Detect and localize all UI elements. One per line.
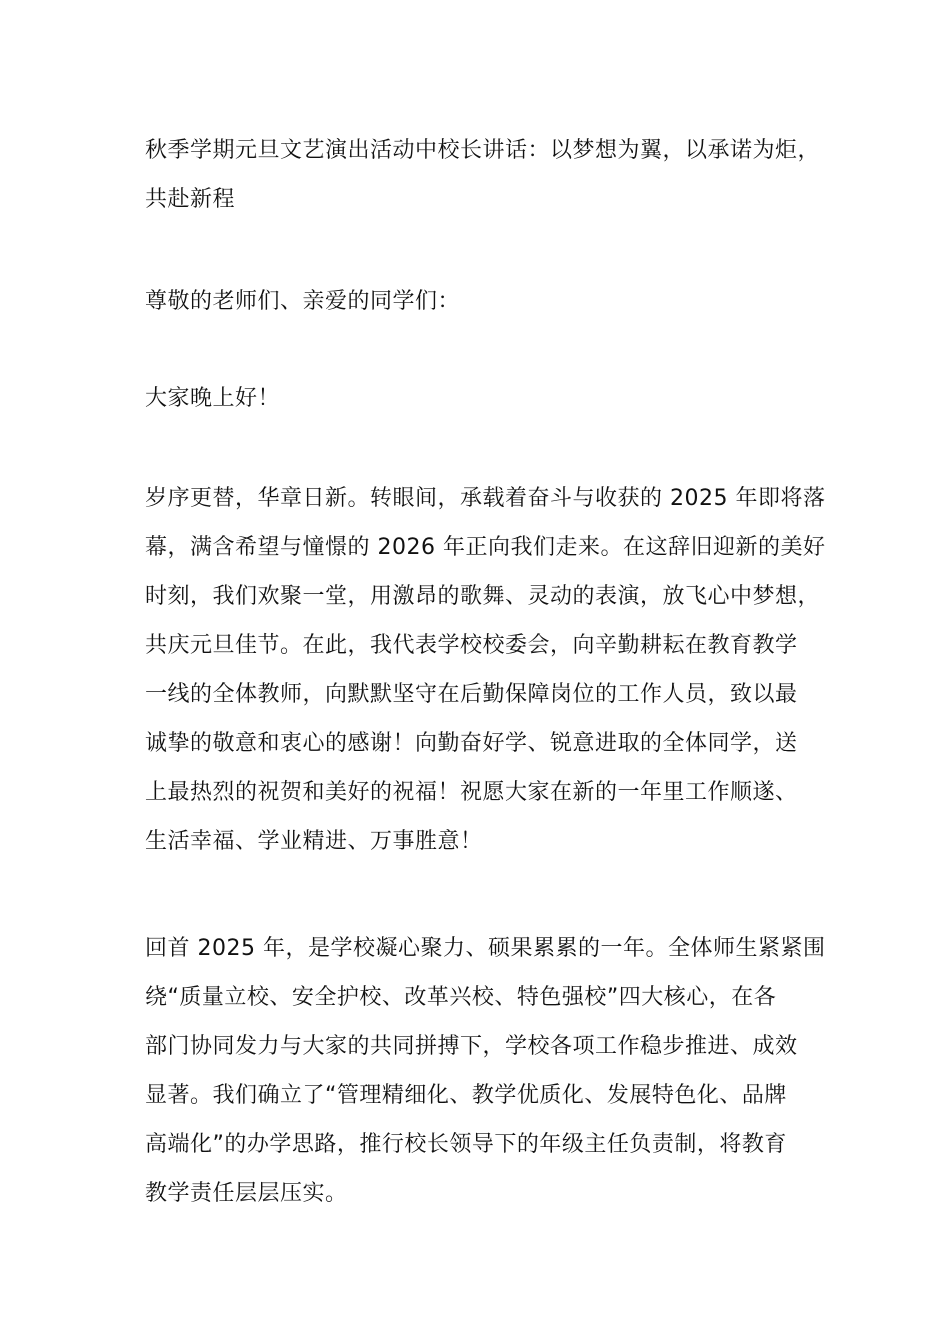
paragraph-line: 高端化”的办学思路，推行校长领导下的年级主任负责制，将教育 [145,1132,787,1157]
salutation [145,277,835,326]
paragraph-2 [145,924,835,1218]
salutation-text: 尊敬的老师们、亲爱的同学们： [145,289,461,314]
document-title [145,126,835,224]
paragraph-line: 共庆元旦佳节。在此，我代表学校校委会，向辛勤耕耘在教育教学 [145,633,798,658]
title-line: 共赴新程 [145,187,236,212]
paragraph-line: 显著。我们确立了“管理精细化、教学优质化、发展特色化、品牌 [145,1083,787,1108]
paragraph-line: 绕“质量立校、安全护校、改革兴校、特色强校”四大核心，在各 [145,985,777,1010]
paragraph-line: 上最热烈的祝贺和美好的祝福！祝愿大家在新的一年里工作顺遂、 [145,780,798,805]
title-line: 秋季学期元旦文艺演出活动中校长讲话：以梦想为翼，以承诺为炬， [145,138,821,163]
paragraph-line: 一线的全体教师，向默默坚守在后勤保障岗位的工作人员，致以最 [145,682,798,707]
paragraph-line: 教学责任层层压实。 [145,1181,348,1206]
paragraph-line: 岁序更替，华章日新。转眼间，承载着奋斗与收获的 2025 年即将落 [145,486,826,511]
paragraph-1 [145,474,835,866]
greeting-text: 大家晚上好！ [145,386,281,411]
paragraph-line: 时刻，我们欢聚一堂，用激昂的歌舞、灵动的表演，放飞心中梦想， [145,584,821,609]
greeting [145,374,835,423]
paragraph-line: 生活幸福、学业精进、万事胜意！ [145,829,483,854]
paragraph-line: 诚挚的敬意和衷心的感谢！向勤奋好学、锐意进取的全体同学，送 [145,731,798,756]
paragraph-line: 部门协同发力与大家的共同拼搏下，学校各项工作稳步推进、成效 [145,1034,798,1059]
paragraph-line: 幕，满含希望与憧憬的 2026 年正向我们走来。在这辞旧迎新的美好 [145,535,826,560]
paragraph-line: 回首 2025 年，是学校凝心聚力、硕果累累的一年。全体师生紧紧围 [145,936,826,961]
